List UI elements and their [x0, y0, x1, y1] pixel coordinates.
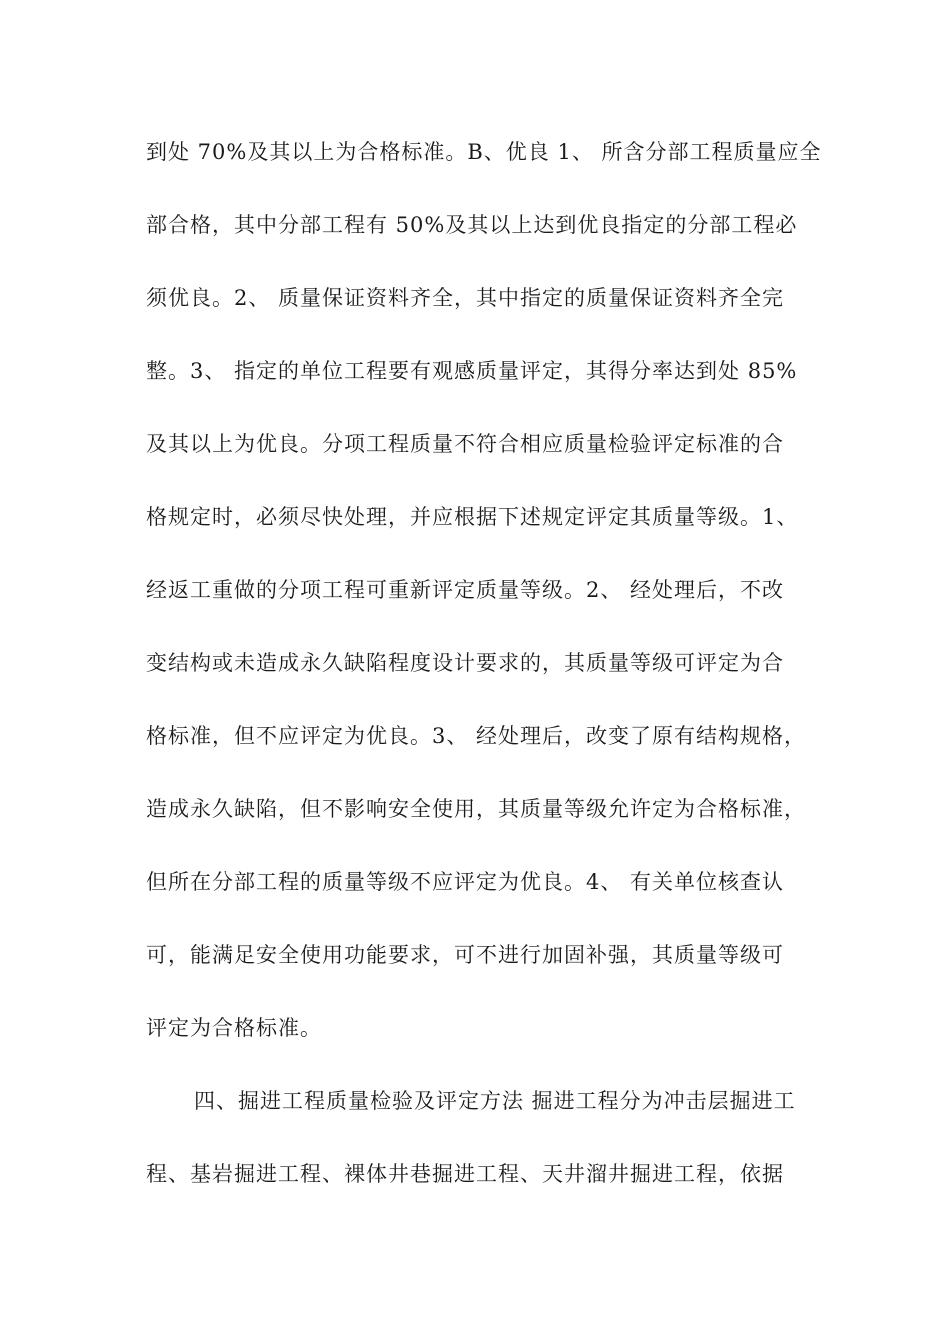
paragraph-1-line-6: 格规定时，必须尽快处理，并应根据下述规定评定其质量等级。1、 — [146, 505, 799, 529]
paragraph-1-line-12: 可，能满足安全使用功能要求，可不进行加固补强，其质量等级可 — [146, 943, 784, 967]
paragraph-1-line-7: 经返工重做的分项工程可重新评定质量等级。2、 经处理后，不改 — [146, 578, 785, 602]
paragraph-2-line-1: 四、掘进工程质量检验及评定方法 掘进工程分为冲击层掘进工 — [194, 1089, 796, 1113]
paragraph-1-line-2: 部合格，其中分部工程有 50%及其以上达到优良指定的分部工程必 — [146, 213, 798, 237]
paragraph-1-line-9: 格标准，但不应评定为优良。3、 经处理后，改变了原有结构规格， — [146, 724, 807, 748]
paragraph-1-line-4: 整。3、 指定的单位工程要有观感质量评定，其得分率达到处 85% — [146, 359, 798, 383]
paragraph-2-line-2: 程、基岩掘进工程、裸体井巷掘进工程、天井溜井掘进工程，依据 — [146, 1162, 784, 1186]
paragraph-1-line-8: 变结构或未造成永久缺陷程度设计要求的，其质量等级可评定为合 — [146, 651, 784, 675]
paragraph-1-line-13: 评定为合格标准。 — [146, 1016, 322, 1040]
paragraph-1-line-10: 造成永久缺陷，但不影响安全使用，其质量等级允许定为合格标准， — [146, 797, 806, 821]
paragraph-1-line-5: 及其以上为优良。分项工程质量不符合相应质量检验评定标准的合 — [146, 432, 784, 456]
paragraph-1-line-11: 但所在分部工程的质量等级不应评定为优良。4、 有关单位核查认 — [146, 870, 785, 894]
paragraph-1-line-1: 到处 70%及其以上为合格标准。B、优良 1、 所含分部工程质量应全 — [146, 140, 822, 164]
paragraph-1-line-3: 须优良。2、 质量保证资料齐全，其中指定的质量保证资料齐全完 — [146, 286, 785, 310]
